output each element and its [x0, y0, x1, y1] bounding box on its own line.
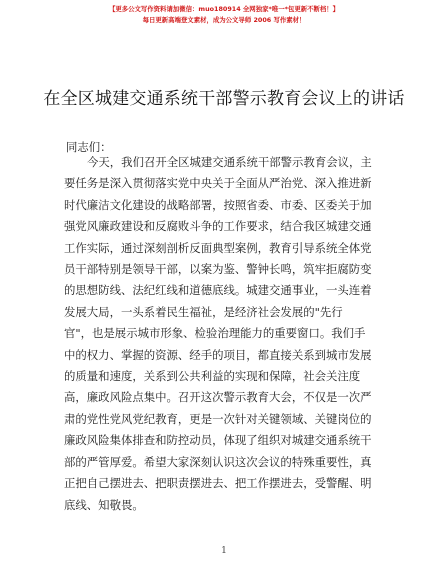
paragraph-line: 员干部特别是领导干部，以案为鉴、警钟长鸣，筑牢拒腐防变 [64, 262, 372, 277]
paragraph-line: 肃的党性党风党纪教育，更是一次针对关键领域、关键岗位的 [64, 411, 372, 426]
paragraph-line: 高，廉政风险点集中。召开这次警示教育大会，不仅是一次严 [64, 390, 372, 405]
paragraph-line: 发展大局，一头系着民生福祉，是经济社会发展的"先行 [64, 304, 343, 319]
paragraph-line: 的质量和速度，关系到公共利益的实现和保障，社会关注度 [64, 369, 361, 384]
page-number: 1 [221, 546, 227, 556]
paragraph [64, 152, 380, 516]
paragraph-line: 廉政风险集体排查和防控动员，体现了组织对城建交通系统干 [64, 433, 372, 448]
paragraph-line: 要任务是深入贯彻落实党中央关于全面从严治党、深入推进新 [64, 176, 372, 191]
paragraph-line: 底线、知敬畏。 [64, 497, 144, 512]
paragraph-line: 中的权力、掌握的资源、经手的项目，都直接关系到城市发展 [64, 347, 372, 362]
paragraph-line: 工作实际，通过深刻剖析反面典型案例，教育引导系统全体党 [64, 240, 372, 255]
paragraph-line: 部的严管厚爱。希望大家深刻认识这次会议的特殊重要性，真 [64, 454, 372, 469]
promo-banner-line-2: 每日更新高端登文素材，成为公文导师 2006 写作素材！ [142, 16, 306, 24]
paragraph-line: 官"，也是展示城市形象、检验治理能力的重要窗口。我们手 [64, 326, 366, 341]
paragraph-line: 今天，我们召开全区城建交通系统干部警示教育会议，主 [87, 155, 372, 169]
paragraph-line: 正把自己摆进去、把职责摆进去、把工作摆进去，受警醒、明 [64, 476, 372, 491]
paragraph-line: 时代廉洁文化建设的战略部署，按照省委、市委、区委关于加 [64, 197, 372, 212]
greeting: 同志们： [66, 140, 112, 154]
document-title: 在全区城建交通系统干部警示教育会议上的讲话 [43, 89, 405, 109]
promo-banner-line-1: 【更多公文写作资料请加微信：muo180914 全网独家*唯一*包更新不断档！】 [108, 5, 340, 13]
paragraph-line: 强党风廉政建设和反腐败斗争的工作要求，结合我区城建交通 [64, 219, 372, 234]
document-body [64, 152, 380, 516]
paragraph-line: 的思想防线、法纪红线和道德底线。城建交通事业，一头连着 [64, 283, 372, 298]
